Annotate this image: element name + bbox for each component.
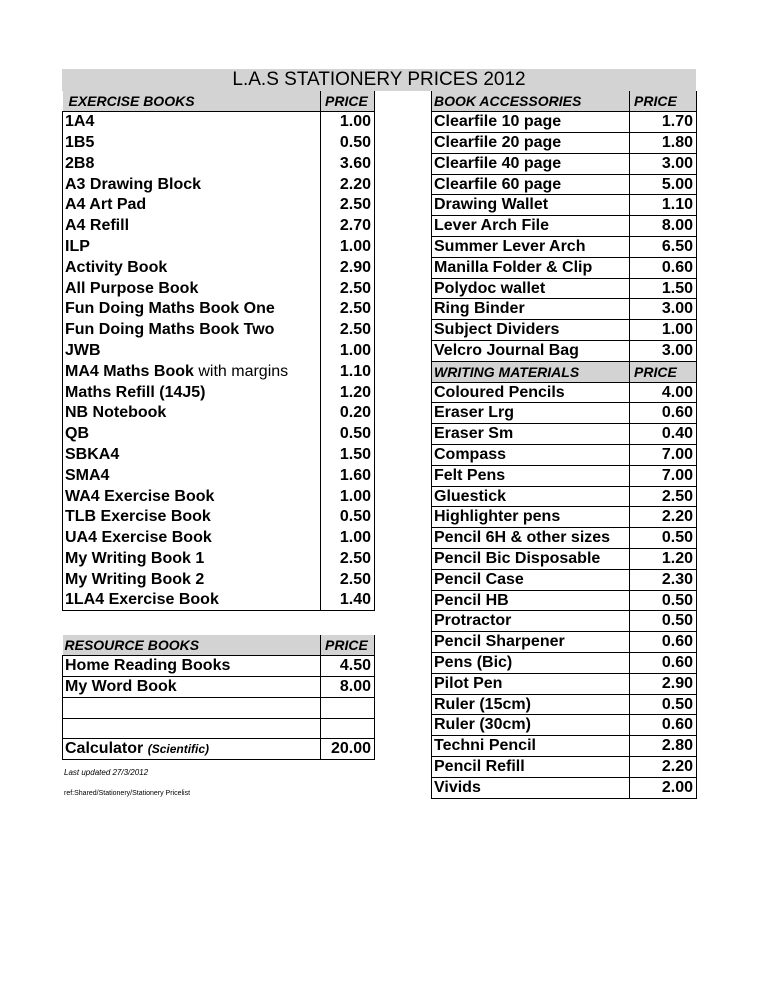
item-price: 1.00 (321, 528, 375, 549)
item-name: 1LA4 Exercise Book (65, 591, 219, 609)
item-price: 2.20 (321, 174, 375, 195)
table-row (432, 590, 697, 611)
item-name: 1B5 (65, 133, 95, 151)
item-name: Ruler (15cm) (434, 695, 531, 713)
item-name: MA4 Maths Book (65, 362, 194, 380)
item-name-cell (432, 673, 630, 694)
table-row (432, 133, 697, 154)
table-row (432, 237, 697, 258)
item-name: Pencil Sharpener (434, 633, 565, 651)
item-name-cell (432, 507, 630, 528)
item-name: QB (65, 425, 89, 443)
item-price: 1.70 (630, 112, 697, 133)
item-name-cell (63, 549, 321, 570)
table-row (63, 361, 375, 382)
table-row (432, 112, 697, 133)
item-price (321, 697, 375, 718)
table-row (432, 403, 697, 424)
item-name: ILP (65, 237, 90, 255)
item-price: 0.60 (630, 715, 697, 736)
table-row (432, 320, 697, 341)
item-price: 1.00 (321, 486, 375, 507)
item-name-cell (432, 195, 630, 216)
table-row (432, 507, 697, 528)
item-price: 2.00 (630, 777, 697, 798)
item-price: 0.60 (630, 257, 697, 278)
price-header: PRICE (630, 361, 697, 382)
table-row (63, 569, 375, 590)
item-price: 1.50 (321, 445, 375, 466)
item-name-cell (63, 133, 321, 154)
table-row (432, 777, 697, 798)
item-name: 1A4 (65, 113, 95, 131)
table-row (432, 569, 697, 590)
item-name: All Purpose Book (65, 279, 199, 297)
item-price: 2.50 (321, 278, 375, 299)
item-name-cell (63, 739, 321, 760)
item-name-cell (432, 445, 630, 466)
item-name-cell (63, 112, 321, 133)
section-header-row (63, 91, 375, 112)
item-name-cell (63, 403, 321, 424)
item-name-cell (432, 112, 630, 133)
table-row (432, 694, 697, 715)
item-price: 0.60 (630, 403, 697, 424)
item-price: 2.30 (630, 569, 697, 590)
item-name: UA4 Exercise Book (65, 529, 212, 547)
table-row (432, 653, 697, 674)
item-price: 2.90 (630, 673, 697, 694)
item-price: 0.50 (630, 694, 697, 715)
table-row (432, 465, 697, 486)
item-name-cell (432, 216, 630, 237)
item-name-cell (432, 320, 630, 341)
table-row (432, 195, 697, 216)
item-name-cell (63, 465, 321, 486)
item-name-cell (63, 718, 321, 739)
price-header: PRICE (321, 91, 375, 112)
last-updated-note: Last updated 27/3/2012 (64, 768, 149, 777)
item-name-cell (63, 528, 321, 549)
item-name: Highlighter pens (434, 508, 561, 526)
item-name-cell (432, 174, 630, 195)
table-row (432, 299, 697, 320)
item-price: 2.20 (630, 757, 697, 778)
item-name: Calculator (65, 740, 144, 758)
item-name: Fun Doing Maths Book One (65, 300, 275, 318)
item-name: My Writing Book 1 (65, 549, 205, 567)
item-name: Clearfile 20 page (434, 133, 562, 151)
table-row (432, 757, 697, 778)
item-name: Ring Binder (434, 300, 525, 318)
table-row (63, 112, 375, 133)
table-row (63, 237, 375, 258)
table-row (63, 528, 375, 549)
item-price: 1.10 (630, 195, 697, 216)
item-price: 1.10 (321, 361, 375, 382)
item-name: Pencil Refill (434, 757, 525, 775)
item-name-cell (63, 237, 321, 258)
table-row (432, 153, 697, 174)
item-name: Vivids (434, 778, 481, 796)
item-price: 1.00 (321, 112, 375, 133)
item-name-cell (63, 174, 321, 195)
reference-path-note: ref:Shared/Stationery/Stationery Pricelist (64, 790, 191, 797)
table-row (432, 611, 697, 632)
table-row (63, 465, 375, 486)
table-row (63, 195, 375, 216)
item-name-cell (432, 382, 630, 403)
table-row (63, 549, 375, 570)
table-row (63, 424, 375, 445)
item-name-suffix: (Scientific) (147, 742, 210, 757)
item-name-cell (63, 278, 321, 299)
item-name: Home Reading Books (65, 657, 231, 675)
item-name: Pencil HB (434, 591, 509, 609)
item-name-suffix: with margins (193, 362, 289, 380)
item-name: A4 Refill (65, 217, 130, 235)
item-name-cell (432, 569, 630, 590)
table-row (63, 133, 375, 154)
item-price: 5.00 (630, 174, 697, 195)
item-name: Maths Refill (14J5) (65, 383, 206, 401)
item-name-cell (63, 677, 321, 698)
section-header: RESOURCE BOOKS (63, 635, 321, 656)
table-row (63, 445, 375, 466)
item-name: Drawing Wallet (434, 196, 549, 214)
item-price: 0.60 (630, 632, 697, 653)
item-price: 2.20 (630, 507, 697, 528)
item-price: 4.50 (321, 656, 375, 677)
item-name-cell (432, 403, 630, 424)
table-row (432, 216, 697, 237)
item-name: A3 Drawing Block (65, 175, 202, 193)
table-row (63, 257, 375, 278)
item-name-cell (432, 549, 630, 570)
table-row (432, 549, 697, 570)
item-name-cell (432, 341, 630, 362)
item-name-cell (432, 278, 630, 299)
item-price: 0.50 (321, 133, 375, 154)
resource-books-table (62, 635, 375, 760)
item-price: 2.50 (321, 320, 375, 341)
item-price: 1.20 (321, 382, 375, 403)
section-header-row (432, 91, 697, 112)
item-name: Lever Arch File (434, 217, 550, 235)
item-name: Pencil 6H & other sizes (434, 529, 611, 547)
table-row (63, 739, 375, 760)
item-name-cell (432, 528, 630, 549)
item-name-cell (63, 216, 321, 237)
item-name-cell (63, 486, 321, 507)
item-name: Compass (434, 445, 507, 463)
item-name-cell (63, 656, 321, 677)
item-name: Coloured Pencils (434, 383, 565, 401)
item-price: 2.90 (321, 257, 375, 278)
table-row (63, 216, 375, 237)
item-name-cell (432, 486, 630, 507)
exercise-books-table (62, 91, 375, 611)
item-name-cell (432, 257, 630, 278)
item-name-cell (432, 611, 630, 632)
table-row (63, 697, 375, 718)
item-name-cell (432, 465, 630, 486)
item-price: 2.50 (321, 549, 375, 570)
item-name-cell (63, 299, 321, 320)
item-price: 3.00 (630, 299, 697, 320)
item-name-cell (432, 153, 630, 174)
item-name: Polydoc wallet (434, 279, 546, 297)
item-name: TLB Exercise Book (65, 508, 211, 526)
item-name-cell (432, 590, 630, 611)
item-price: 3.60 (321, 153, 375, 174)
item-price: 1.40 (321, 590, 375, 611)
table-row (63, 278, 375, 299)
item-name: Ruler (30cm) (434, 716, 531, 734)
page-title: L.A.S STATIONERY PRICES 2012 (62, 69, 696, 91)
item-name: Subject Dividers (434, 321, 560, 339)
item-price: 0.50 (321, 424, 375, 445)
item-name: My Writing Book 2 (65, 570, 205, 588)
item-price: 3.00 (630, 153, 697, 174)
section-header: BOOK ACCESSORIES (432, 91, 630, 112)
item-name-cell (432, 237, 630, 258)
item-name: Pencil Case (434, 570, 524, 588)
item-name: Pencil Bic Disposable (434, 549, 601, 567)
item-name: Clearfile 10 page (434, 113, 562, 131)
table-row (432, 382, 697, 403)
table-row (432, 424, 697, 445)
item-name-cell (432, 133, 630, 154)
item-price: 0.50 (630, 590, 697, 611)
table-row (432, 445, 697, 466)
item-name: My Word Book (65, 677, 177, 695)
item-name: A4 Art Pad (65, 196, 147, 214)
item-name-cell (432, 757, 630, 778)
table-row (432, 174, 697, 195)
item-price: 2.50 (321, 195, 375, 216)
item-name: Techni Pencil (434, 737, 536, 755)
item-name-cell (432, 715, 630, 736)
table-row (432, 528, 697, 549)
item-name: Clearfile 60 page (434, 175, 562, 193)
item-name: 2B8 (65, 154, 95, 172)
item-name: JWB (65, 341, 101, 359)
item-price: 6.50 (630, 237, 697, 258)
item-name-cell (63, 697, 321, 718)
table-row (432, 278, 697, 299)
item-price: 0.20 (321, 403, 375, 424)
item-name: Gluestick (434, 487, 507, 505)
table-row (432, 715, 697, 736)
item-price: 3.00 (630, 341, 697, 362)
item-name-cell (63, 320, 321, 341)
item-price (321, 718, 375, 739)
table-row (63, 174, 375, 195)
item-name-cell (63, 590, 321, 611)
item-name: SMA4 (65, 466, 110, 484)
section-header: EXERCISE BOOKS (63, 91, 321, 112)
item-name-cell (63, 341, 321, 362)
item-price: 20.00 (321, 739, 375, 760)
table-row (63, 403, 375, 424)
table-row (432, 736, 697, 757)
table-row (63, 320, 375, 341)
section-header-row (63, 635, 375, 656)
item-price: 1.80 (630, 133, 697, 154)
price-header: PRICE (630, 91, 697, 112)
item-name: SBKA4 (65, 445, 120, 463)
item-name: Summer Lever Arch (434, 237, 586, 255)
accessories-writing-table (431, 91, 697, 799)
item-name-cell (63, 445, 321, 466)
item-price: 7.00 (630, 465, 697, 486)
section-header-row (432, 361, 697, 382)
table-row (63, 341, 375, 362)
item-price: 2.50 (630, 486, 697, 507)
table-row (63, 656, 375, 677)
item-name-cell (432, 736, 630, 757)
item-price: 1.00 (321, 341, 375, 362)
item-price: 7.00 (630, 445, 697, 466)
item-name-cell (63, 257, 321, 278)
item-name-cell (63, 507, 321, 528)
item-price: 8.00 (321, 677, 375, 698)
item-price: 0.40 (630, 424, 697, 445)
item-name-cell (63, 569, 321, 590)
table-row (432, 486, 697, 507)
item-name-cell (432, 777, 630, 798)
item-price: 2.50 (321, 569, 375, 590)
item-price: 1.60 (321, 465, 375, 486)
item-name: Activity Book (65, 258, 168, 276)
table-row (63, 590, 375, 611)
item-price: 0.60 (630, 653, 697, 674)
table-row (63, 718, 375, 739)
item-price: 0.50 (321, 507, 375, 528)
item-name: NB Notebook (65, 404, 167, 422)
table-row (432, 257, 697, 278)
item-name: Protractor (434, 612, 512, 630)
item-name-cell (432, 653, 630, 674)
item-price: 8.00 (630, 216, 697, 237)
item-price: 0.50 (630, 611, 697, 632)
item-name: Eraser Lrg (434, 404, 515, 422)
item-price: 2.80 (630, 736, 697, 757)
table-row (432, 632, 697, 653)
item-price: 1.50 (630, 278, 697, 299)
item-name: Manilla Folder & Clip (434, 258, 593, 276)
item-name: Felt Pens (434, 466, 506, 484)
item-name-cell (432, 299, 630, 320)
table-row (63, 299, 375, 320)
item-price: 4.00 (630, 382, 697, 403)
item-name-cell (63, 153, 321, 174)
table-row (63, 486, 375, 507)
item-name: Velcro Journal Bag (434, 341, 579, 359)
item-name: Pens (Bic) (434, 653, 513, 671)
item-name-cell (432, 424, 630, 445)
item-name: Clearfile 40 page (434, 154, 562, 172)
table-row (63, 507, 375, 528)
item-name-cell (63, 195, 321, 216)
table-row (432, 341, 697, 362)
item-price: 1.00 (630, 320, 697, 341)
item-name: WA4 Exercise Book (65, 487, 215, 505)
item-price: 2.50 (321, 299, 375, 320)
table-row (63, 382, 375, 403)
item-name-cell (63, 361, 321, 382)
section-header: WRITING MATERIALS (432, 361, 630, 382)
item-name-cell (432, 694, 630, 715)
item-price: 0.50 (630, 528, 697, 549)
item-price: 1.20 (630, 549, 697, 570)
item-price: 1.00 (321, 237, 375, 258)
price-header: PRICE (321, 635, 375, 656)
item-name: Pilot Pen (434, 674, 503, 692)
table-row (432, 673, 697, 694)
item-price: 2.70 (321, 216, 375, 237)
item-name-cell (432, 632, 630, 653)
table-row (63, 153, 375, 174)
item-name: Fun Doing Maths Book Two (65, 321, 275, 339)
item-name-cell (63, 424, 321, 445)
table-row (63, 677, 375, 698)
item-name-cell (63, 382, 321, 403)
item-name: Eraser Sm (434, 425, 514, 443)
